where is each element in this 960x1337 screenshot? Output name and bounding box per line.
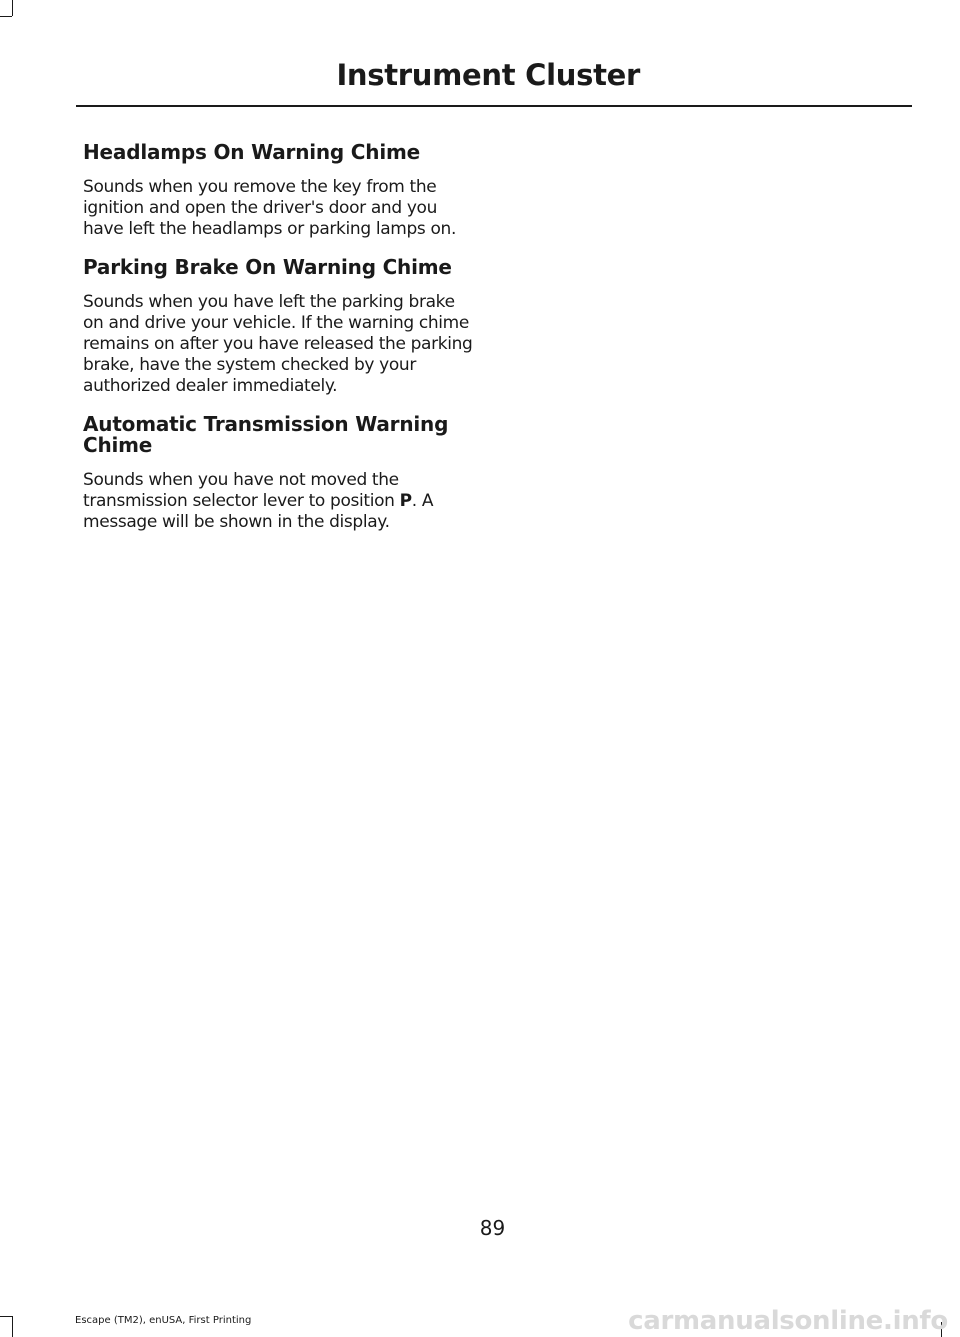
section-parking-brake-chime xyxy=(83,257,475,397)
page-header-title: Instrument Cluster xyxy=(336,58,640,92)
crop-mark-bottom-left-h xyxy=(0,1316,12,1317)
section-heading: Headlamps On Warning Chime xyxy=(83,140,420,164)
section-heading: Parking Brake On Warning Chime xyxy=(83,255,452,279)
page-number: 89 xyxy=(479,1216,506,1240)
content-column xyxy=(83,142,475,550)
position-p-label: P xyxy=(399,491,412,511)
section-heading: Automatic Transmission Warning Chime xyxy=(83,412,449,457)
section-body: Sounds when you remove the key from the ignition and open the driver's door and you have left the headlamps or parking lamps on. xyxy=(83,177,457,239)
section-body: Sounds when you have left the parking brake on and drive your vehicle. If the warning chime remains on after you have released the parking brake, have the system checked by your authorized dealer immediately. xyxy=(83,292,473,396)
section-body xyxy=(83,470,475,533)
body-text-part2: . A message will be shown in the display. xyxy=(83,491,434,532)
edition-label: Escape (TM2), enUSA, First Printing xyxy=(75,1315,252,1326)
watermark: carmanualsonline.info xyxy=(628,1306,948,1336)
crop-mark-top-left-h xyxy=(0,16,12,17)
header-divider xyxy=(76,105,912,107)
section-automatic-transmission-chime xyxy=(83,414,475,533)
section-headlamps-chime xyxy=(83,142,475,240)
crop-mark-bottom-left xyxy=(12,1316,13,1337)
crop-mark-top-left xyxy=(12,0,13,16)
body-text-part1: Sounds when you have not moved the transmission selector lever to position xyxy=(83,470,400,511)
